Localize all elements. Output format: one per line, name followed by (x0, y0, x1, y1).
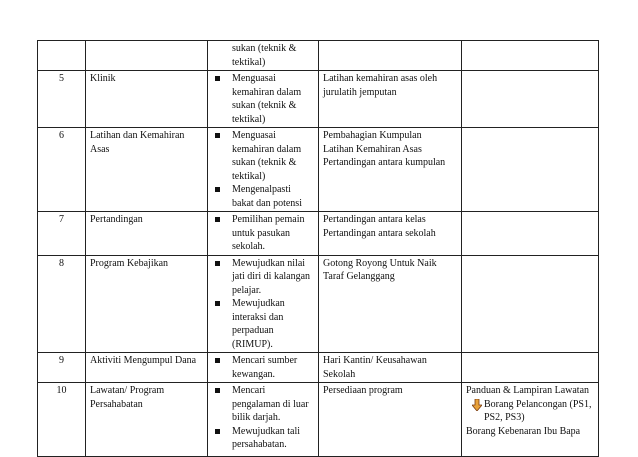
objective-item: Mewujudkan interaksi dan perpaduan (RIMUP). (212, 297, 314, 351)
cell-objectives (208, 128, 319, 212)
table-row (38, 41, 599, 71)
table-row (38, 255, 599, 353)
table-row (38, 212, 599, 256)
square-bullet-icon (215, 187, 220, 192)
table-row (38, 383, 599, 457)
cell-objectives (208, 255, 319, 353)
cell-program: Program Kebajikan (86, 255, 208, 353)
cell-activities: Persediaan program (319, 383, 462, 457)
square-bullet-icon (215, 358, 220, 363)
cell-activities: Pertandingan antara kelas Pertandingan antara sekolah (319, 212, 462, 256)
cell-objectives (208, 41, 319, 71)
table-row (38, 128, 599, 212)
cell-program: Pertandingan (86, 212, 208, 256)
square-bullet-icon (215, 133, 220, 138)
square-bullet-icon (215, 301, 220, 306)
cell-activities: Latihan kemahiran asas oleh jurulatih jemputan (319, 71, 462, 128)
cell-no (38, 41, 86, 71)
objective-item: Mewujudkan nilai jati diri di kalangan pelajar. (212, 257, 314, 298)
objective-item: Mencari pengalaman di luar bilik darjah. (212, 384, 314, 425)
cell-no: 10 (38, 383, 86, 457)
cell-program: Aktiviti Mengumpul Dana (86, 353, 208, 383)
objective-item: Mewujudkan tali persahabatan. (212, 425, 314, 452)
objective-text: sukan (teknik & tektikal) (232, 43, 297, 68)
notes-arrow-item: Borang Pelancongan (PS1, PS2, PS3) (466, 398, 594, 425)
square-bullet-icon (215, 261, 220, 266)
objective-item: Menguasai kemahiran dalam sukan (teknik & tektikal) (212, 72, 314, 126)
square-bullet-icon (215, 217, 220, 222)
cell-activities: Hari Kantin/ Keusahawan Sekolah (319, 353, 462, 383)
square-bullet-icon (215, 429, 220, 434)
cell-notes (462, 353, 599, 383)
cell-objectives (208, 71, 319, 128)
cell-no: 9 (38, 353, 86, 383)
cell-notes (462, 383, 599, 457)
notes-line: Borang Kebenaran Ibu Bapa (466, 425, 581, 437)
table-row (38, 353, 599, 383)
cell-activities: Gotong Royong Untuk Naik Taraf Gelanggang (319, 255, 462, 353)
table-row (38, 71, 599, 128)
notes-line: Panduan & Lampiran Lawatan (466, 385, 590, 396)
objective-item: Pemilihan pemain untuk pasukan sekolah. (212, 213, 314, 254)
objective-item: Mengenalpasti bakat dan potensi (212, 183, 314, 210)
cell-program (86, 41, 208, 71)
objective-item: Mencari sumber kewangan. (212, 354, 314, 381)
cell-objectives (208, 212, 319, 256)
cell-program: Latihan dan Kemahiran Asas (86, 128, 208, 212)
down-arrow-icon (472, 399, 482, 411)
cell-notes (462, 212, 599, 256)
cell-no: 6 (38, 128, 86, 212)
cell-no: 7 (38, 212, 86, 256)
cell-objectives (208, 383, 319, 457)
program-table (37, 40, 599, 457)
objective-item: Menguasai kemahiran dalam sukan (teknik & tektikal) (212, 129, 314, 183)
cell-notes (462, 71, 599, 128)
cell-activities (319, 41, 462, 71)
cell-no: 8 (38, 255, 86, 353)
cell-program: Klinik (86, 71, 208, 128)
cell-no: 5 (38, 71, 86, 128)
cell-program: Lawatan/ Program Persahabatan (86, 383, 208, 457)
square-bullet-icon (215, 76, 220, 81)
cell-notes (462, 41, 599, 71)
cell-objectives (208, 353, 319, 383)
cell-notes (462, 128, 599, 212)
square-bullet-icon (215, 388, 220, 393)
cell-activities: Pembahagian Kumpulan Latihan Kemahiran Asas Pertandingan antara kumpulan (319, 128, 462, 212)
cell-notes (462, 255, 599, 353)
